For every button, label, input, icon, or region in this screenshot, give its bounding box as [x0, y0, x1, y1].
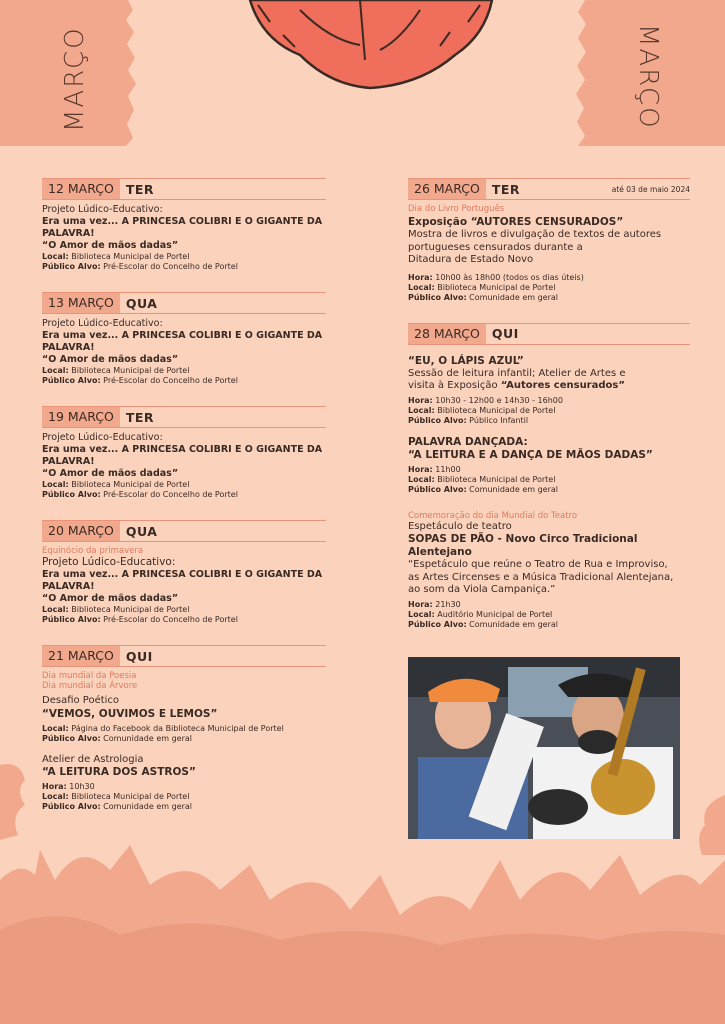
weekday-label: QUI — [491, 326, 519, 341]
event-line: Desafio Poético — [42, 695, 120, 706]
event-subtitle: “O Amor de mãos dadas” — [42, 354, 179, 365]
event-desc: Ditadura de Estado Novo — [408, 254, 534, 265]
date-label: 20 MARÇO — [42, 521, 120, 541]
weekday-label: TER — [491, 181, 521, 197]
event-note: Equinócio da primavera — [42, 546, 144, 556]
event-local: Local: Biblioteca Municipal de Portel — [42, 366, 190, 375]
date-label: 21 MARÇO — [42, 646, 120, 666]
month-label-left: MARÇO — [60, 26, 90, 132]
top-decoration — [0, 0, 725, 160]
event-local: Local: Biblioteca Municipal de Portel — [42, 605, 190, 614]
event-local: Local: Biblioteca Municipal de Portel — [42, 792, 190, 801]
event-audience: Público Alvo: Pré-Escolar do Concelho de Portel — [42, 376, 238, 385]
bottom-decoration — [0, 840, 725, 1024]
weekday-label: TER — [125, 409, 155, 425]
event-time: Hora: 10h30 - 12h00 e 14h30 - 16h00 — [408, 395, 563, 405]
event-note: Comemoração do dia Mundial do Teatro — [408, 510, 578, 521]
leaf-decoration — [0, 760, 30, 840]
date-bar — [42, 178, 326, 200]
event-title: “A LEITURA DOS ASTROS” — [42, 766, 196, 778]
event-audience: Público Alvo: Pré-Escolar do Concelho de Portel — [42, 490, 238, 499]
event-local: Local: Biblioteca Municipal de Portel — [408, 474, 556, 484]
until-date: até 03 de maio 2024 — [611, 184, 690, 194]
event-title: SOPAS DE PÃO - Novo Circo Tradicional Alentejano — [408, 533, 638, 558]
event-local: Local: Página do Facebook da Biblioteca Municipal de Portel — [42, 723, 284, 733]
date-bar — [42, 645, 326, 667]
date-label: 13 MARÇO — [42, 293, 120, 313]
date-label: 12 MARÇO — [42, 179, 120, 199]
event-desc: ao som da Viola Campaniça.” — [408, 584, 556, 595]
event-28-marco — [408, 323, 690, 630]
event-audience: Público Alvo: Comunidade em geral — [42, 733, 193, 743]
event-local: Local: Auditório Municipal de Portel — [408, 609, 553, 619]
event-time: Hora: 11h00 — [408, 464, 461, 474]
event-13-marco — [42, 292, 326, 386]
event-note: Dia do Livro Português — [408, 204, 505, 214]
event-time: Hora: 10h00 às 18h00 (todos os dias úteis) — [408, 272, 584, 282]
event-title: Era uma vez... A PRINCESA COLIBRI E O GIGANTE DA PALAVRA! — [42, 330, 323, 353]
event-note: Dia mundial da Árvore — [42, 681, 138, 691]
event-note: Dia mundial da Poesia — [42, 671, 137, 681]
event-line: Atelier de Astrologia — [42, 753, 144, 765]
event-audience: Público Alvo: Pré-Escolar do Concelho de Portel — [42, 615, 238, 624]
event-audience: Público Alvo: Público Infantil — [408, 415, 529, 425]
photo-illustration — [408, 657, 680, 839]
event-local: Local: Biblioteca Municipal de Portel — [42, 480, 190, 489]
weekday-label: QUA — [125, 523, 158, 539]
right-column — [408, 178, 690, 650]
event-subtitle: “O Amor de mãos dadas” — [42, 240, 179, 251]
event-title: “EU, O LÁPIS AZUL” — [408, 354, 524, 367]
event-title: Era uma vez... A PRINCESA COLIBRI E O GIGANTE DA PALAVRA! — [42, 444, 323, 467]
month-label-right: MARÇO — [633, 24, 663, 130]
event-21-marco — [42, 645, 326, 812]
event-20-marco — [42, 520, 326, 625]
event-local: Local: Biblioteca Municipal de Portel — [408, 405, 556, 415]
event-audience: Público Alvo: Comunidade em geral — [408, 484, 559, 494]
date-label: 26 MARÇO — [408, 179, 486, 199]
event-12-marco — [42, 178, 326, 272]
event-line: Projeto Lúdico-Educativo: — [42, 432, 163, 443]
event-line: Projeto Lúdico-Educativo: — [42, 318, 163, 329]
date-bar — [42, 292, 326, 314]
event-desc: “Espetáculo que reúne o Teatro de Rua e Improviso, — [408, 559, 668, 570]
leaf-decoration — [690, 795, 725, 855]
weekday-label: TER — [125, 181, 155, 197]
event-subtitle: “O Amor de mãos dadas” — [42, 593, 179, 604]
event-desc: Mostra de livros e divulgação de textos de autores — [408, 229, 662, 240]
date-bar — [408, 323, 690, 345]
left-column — [42, 178, 326, 832]
event-title: Exposição “AUTORES CENSURADOS” — [408, 216, 624, 228]
event-time: Hora: 10h30 — [42, 782, 95, 791]
event-26-marco — [408, 178, 690, 303]
event-title: “A LEITURA E A DANÇA DE MÃOS DADAS” — [408, 448, 653, 461]
weekday-label: QUI — [125, 648, 153, 664]
event-desc: portugueses censurados durante a — [408, 241, 583, 253]
date-bar — [42, 520, 326, 542]
event-line: Espetáculo de teatro — [408, 520, 512, 532]
event-title: Era uma vez... A PRINCESA COLIBRI E O GIGANTE DA PALAVRA! — [42, 569, 323, 592]
event-desc: Sessão de leitura infantil; Atelier de Artes e — [408, 367, 626, 379]
event-line: Projeto Lúdico-Educativo: — [42, 556, 176, 568]
weekday-label: QUA — [125, 295, 158, 311]
event-local: Local: Biblioteca Municipal de Portel — [408, 282, 556, 292]
event-desc: visita à Exposição “Autores censurados” — [408, 380, 625, 391]
event-subtitle: “O Amor de mãos dadas” — [42, 468, 179, 479]
flower-icon — [250, 0, 492, 88]
date-label: 28 MARÇO — [408, 324, 486, 344]
date-bar — [408, 178, 690, 200]
event-local: Local: Biblioteca Municipal de Portel — [42, 252, 190, 261]
event-audience: Público Alvo: Comunidade em geral — [42, 802, 193, 811]
event-desc: as Artes Circenses e a Música Tradicional Alentejana, — [408, 571, 674, 583]
event-line: Projeto Lúdico-Educativo: — [42, 204, 163, 215]
performers-photo — [408, 657, 680, 839]
event-audience: Público Alvo: Pré-Escolar do Concelho de Portel — [42, 262, 238, 271]
event-audience: Público Alvo: Comunidade em geral — [408, 292, 559, 302]
event-19-marco — [42, 406, 326, 500]
event-time: Hora: 21h30 — [408, 599, 461, 609]
event-title: Era uma vez... A PRINCESA COLIBRI E O GIGANTE DA PALAVRA! — [42, 216, 323, 239]
event-title: PALAVRA DANÇADA: — [408, 435, 528, 448]
date-bar — [42, 406, 326, 428]
date-label: 19 MARÇO — [42, 407, 120, 427]
event-audience: Público Alvo: Comunidade em geral — [408, 619, 559, 629]
event-title: “VEMOS, OUVIMOS E LEMOS” — [42, 707, 218, 720]
